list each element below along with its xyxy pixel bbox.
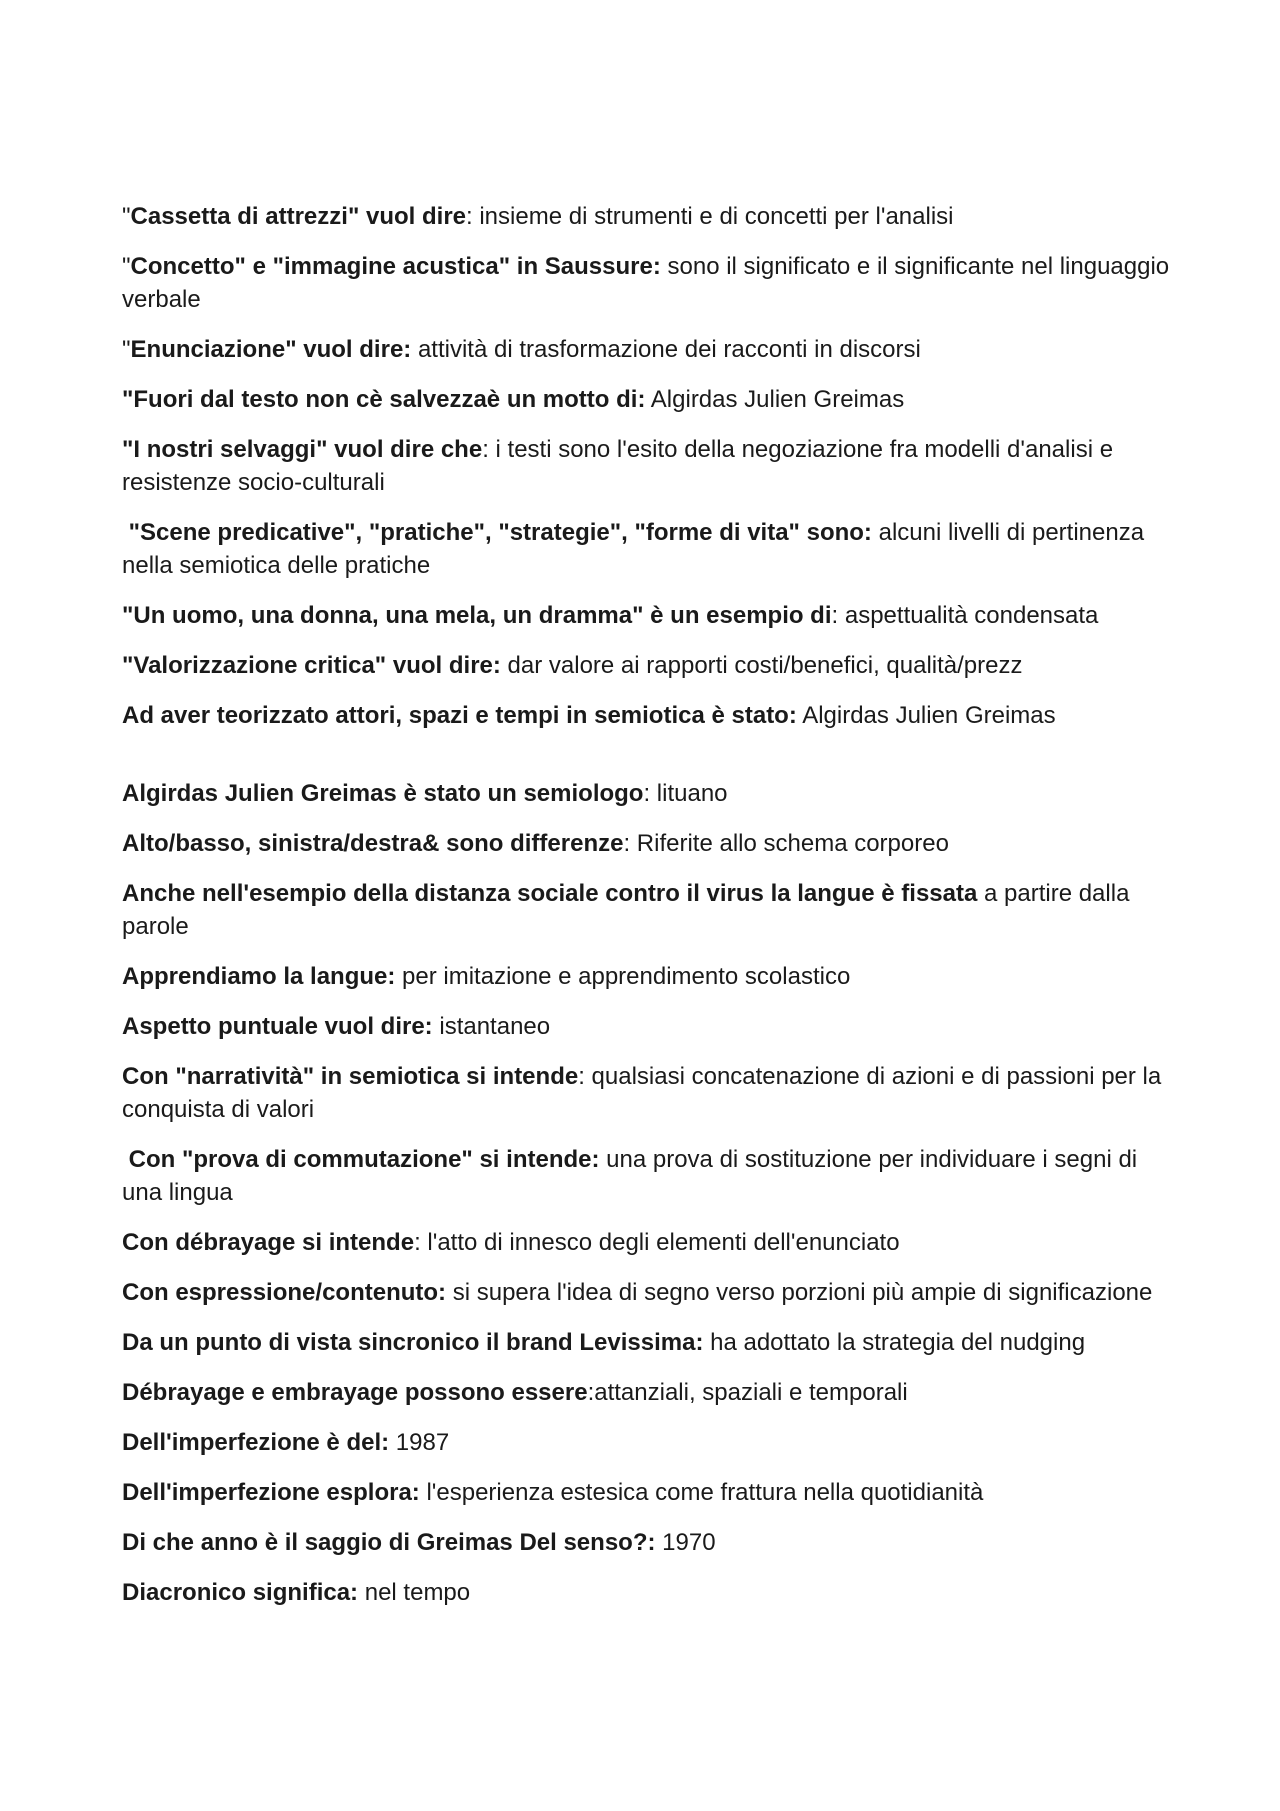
glossary-entry [122, 599, 1172, 632]
entry-question: "Un uomo, una donna, una mela, un dramma" è un esempio di [122, 602, 832, 629]
entry-answer: nel tempo [358, 1579, 471, 1606]
glossary-entry [122, 250, 1172, 316]
entry-question: Da un punto di vista sincronico il brand Levissima: [122, 1329, 704, 1356]
entry-answer: 1970 [655, 1529, 716, 1556]
entry-answer: dar valore ai rapporti costi/benefici, qualità/prezz [500, 652, 1023, 679]
entry-prefix [122, 1146, 129, 1173]
entry-question: Apprendiamo la langue: [122, 963, 396, 990]
entry-answer: : aspettualità condensata [831, 602, 1099, 629]
glossary-entry [122, 1576, 1172, 1609]
entry-question: Dell'imperfezione esplora: [122, 1479, 420, 1506]
entry-answer: Algirdas Julien Greimas [796, 702, 1056, 729]
entry-question: Dell'imperfezione è del: [122, 1429, 390, 1456]
glossary-entry [122, 827, 1172, 860]
glossary-entry [122, 1143, 1172, 1209]
entry-question: Con "narratività" in semiotica si intende [122, 1063, 579, 1090]
glossary-entry [122, 433, 1172, 499]
entry-answer: sono il significato e il significante nel linguaggio verbale [122, 253, 1170, 313]
entry-answer: : lituano [643, 780, 728, 807]
entry-answer: una prova di sostituzione per individuare i segni di una lingua [122, 1146, 1138, 1206]
entry-prefix [122, 519, 129, 546]
glossary-entry [122, 1010, 1172, 1043]
entry-answer: Algirdas Julien Greimas [645, 386, 905, 413]
glossary-entry [122, 777, 1172, 810]
entry-question: Con espressione/contenuto: [122, 1279, 447, 1306]
entry-question: Con "prova di commutazione" si intende: [128, 1146, 600, 1173]
entry-question: "I nostri selvaggi" vuol dire che [122, 436, 483, 463]
entry-question: "Fuori dal testo non cè salvezzaè un motto di: [122, 386, 646, 413]
glossary-entry [122, 516, 1172, 582]
entry-question: Débrayage e embrayage possono essere [122, 1379, 588, 1406]
glossary-entry [122, 877, 1172, 943]
entry-answer: : Riferite allo schema corporeo [623, 830, 949, 857]
entry-prefix: " [122, 253, 131, 280]
glossary-entry [122, 1426, 1172, 1459]
entry-question: Diacronico significa: [122, 1579, 359, 1606]
entry-question: "Scene predicative", "pratiche", "strategie", "forme di vita" sono: [128, 519, 872, 546]
glossary-entry [122, 1276, 1172, 1309]
entry-question: Enunciazione" vuol dire: [130, 336, 412, 363]
glossary-entry [122, 649, 1172, 682]
entry-question: Algirdas Julien Greimas è stato un semiologo [122, 780, 644, 807]
entry-answer: : l'atto di innesco degli elementi dell'enunciato [414, 1229, 900, 1256]
glossary-entry [122, 1476, 1172, 1509]
entry-question: Con débrayage si intende [122, 1229, 415, 1256]
entry-answer: istantaneo [432, 1013, 551, 1040]
glossary-entry [122, 333, 1172, 366]
glossary-entry [122, 1526, 1172, 1559]
entry-question: Anche nell'esempio della distanza sociale contro il virus la langue è fissata [122, 880, 978, 907]
glossary-entry [122, 200, 1172, 233]
glossary-list [122, 200, 1172, 1626]
entry-answer: :attanziali, spaziali e temporali [587, 1379, 908, 1406]
entry-question: Cassetta di attrezzi" vuol dire [130, 203, 467, 230]
glossary-entry [122, 1060, 1172, 1126]
entry-answer: per imitazione e apprendimento scolastico [395, 963, 851, 990]
glossary-entry [122, 1376, 1172, 1409]
entry-answer: attività di trasformazione dei racconti in discorsi [411, 336, 921, 363]
entry-question: Concetto" e "immagine acustica" in Saussure: [130, 253, 661, 280]
entry-question: Aspetto puntuale vuol dire: [122, 1013, 433, 1040]
glossary-entry [122, 1226, 1172, 1259]
entry-question: Alto/basso, sinistra/destra& sono differenze [122, 830, 624, 857]
entry-answer: : i testi sono l'esito della negoziazione fra modelli d'analisi e resistenze socio-culturali [122, 436, 1114, 496]
glossary-entry [122, 960, 1172, 993]
glossary-entry [122, 1326, 1172, 1359]
entry-answer: l'esperienza estesica come frattura nella quotidianità [419, 1479, 984, 1506]
entry-answer: a partire dalla parole [122, 880, 1130, 940]
entry-answer: alcuni livelli di pertinenza nella semiotica delle pratiche [122, 519, 1145, 579]
entry-answer: ha adottato la strategia del nudging [703, 1329, 1086, 1356]
entry-question: Di che anno è il saggio di Greimas Del senso?: [122, 1529, 656, 1556]
entry-prefix: " [122, 336, 131, 363]
glossary-entry [122, 699, 1172, 732]
entry-answer: : insieme di strumenti e di concetti per l'analisi [466, 203, 954, 230]
entry-question: "Valorizzazione critica" vuol dire: [122, 652, 501, 679]
entry-answer: 1987 [389, 1429, 450, 1456]
entry-question: Ad aver teorizzato attori, spazi e tempi in semiotica è stato: [122, 702, 797, 729]
glossary-entry [122, 383, 1172, 416]
entry-answer: si supera l'idea di segno verso porzioni più ampie di significazione [446, 1279, 1153, 1306]
entry-answer: : qualsiasi concatenazione di azioni e di passioni per la conquista di valori [122, 1063, 1162, 1123]
entry-prefix: " [122, 203, 131, 230]
